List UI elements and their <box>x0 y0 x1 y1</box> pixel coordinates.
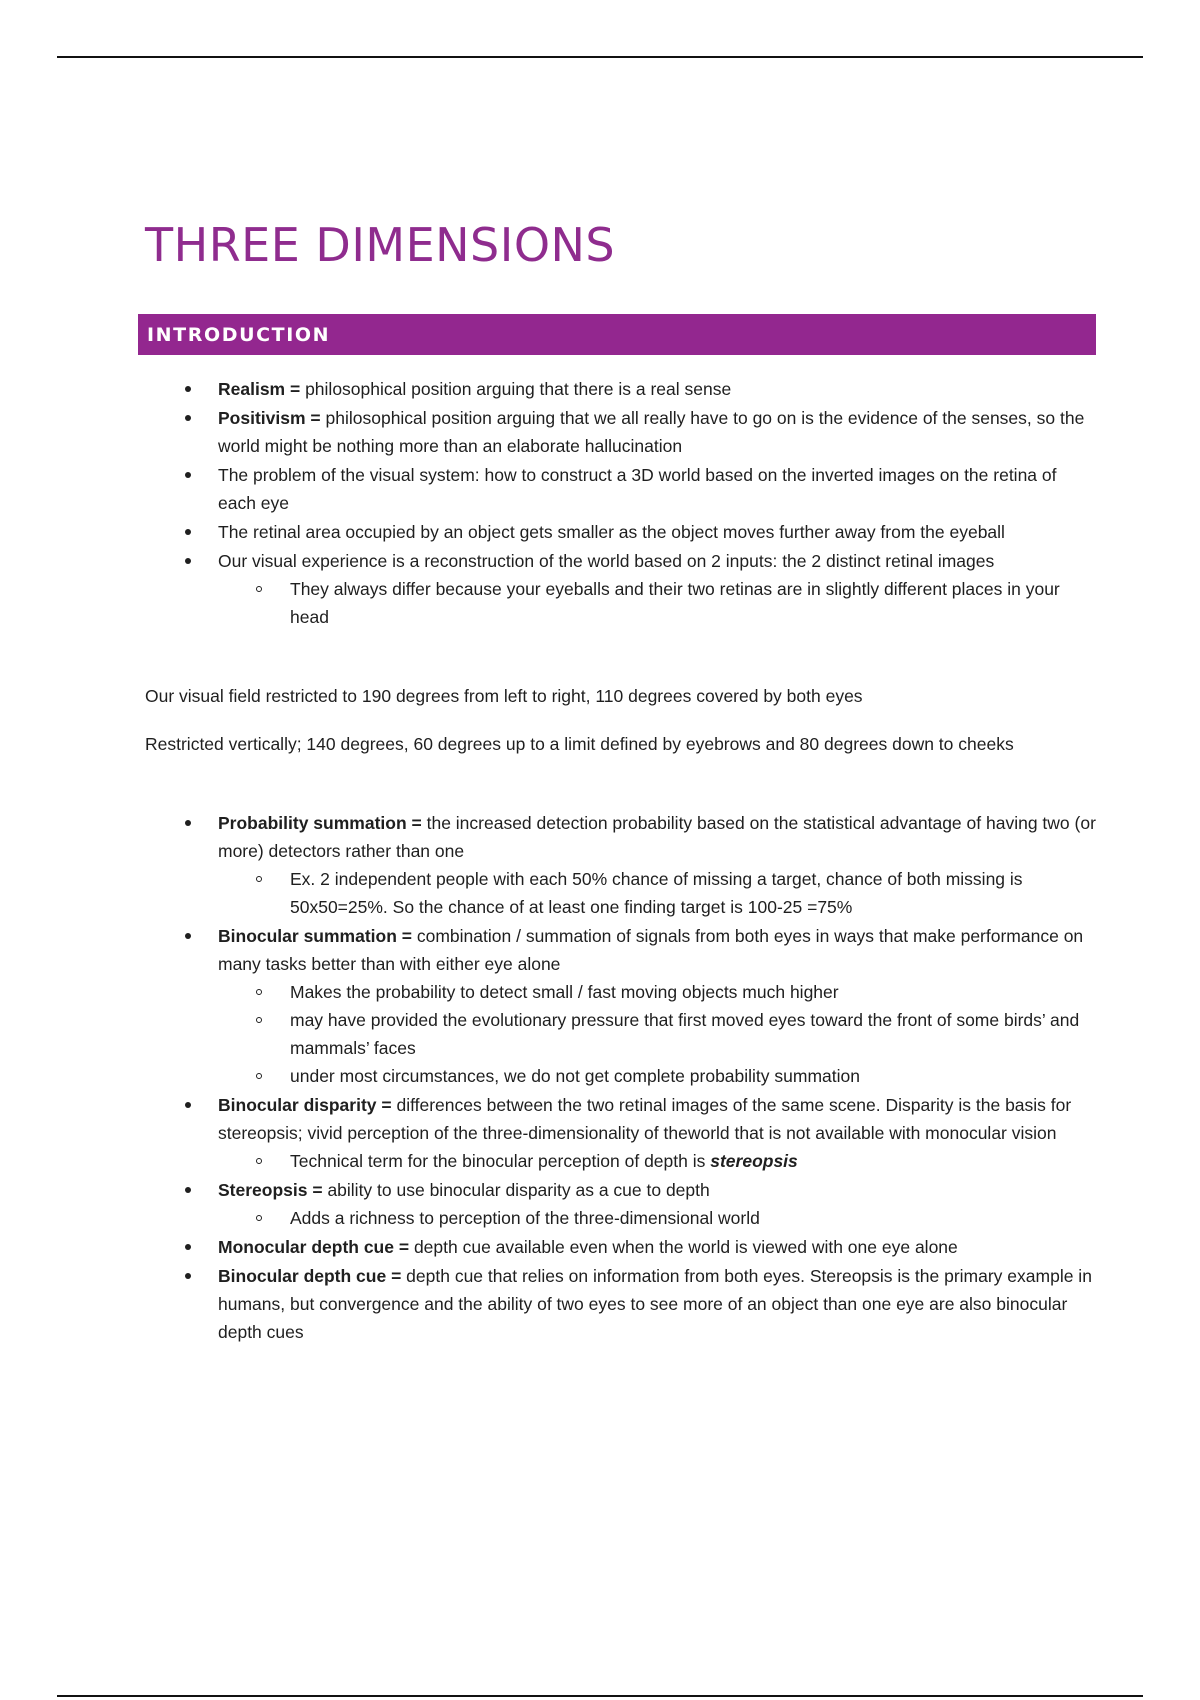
sub-list-item: Makes the probability to detect small / fast moving objects much higher <box>290 978 1098 1006</box>
term-label: Realism <box>218 379 286 399</box>
sub-list <box>218 978 1098 1090</box>
term-definition: depth cue that relies on information from both eyes. Stereopsis is the primary example in humans, but convergence and the ability of two eyes to see more of an object than one eye are also binocular depth cues <box>218 1266 1092 1342</box>
term-label: Probability summation <box>218 813 407 833</box>
intro-bullet-list <box>218 375 1098 632</box>
list-item-realism: Realism = philosophical position arguing that there is a real sense <box>218 375 1098 403</box>
term-label: Stereopsis <box>218 1180 308 1200</box>
term-label: Monocular depth cue <box>218 1237 394 1257</box>
term-label: Binocular summation <box>218 926 397 946</box>
term-definition: philosophical position arguing that there is a real sense <box>305 379 732 399</box>
list-item-visual-system-problem <box>218 461 1098 517</box>
sub-list <box>218 1147 1098 1175</box>
bottom-rule <box>57 1695 1143 1697</box>
sub-list-item: may have provided the evolutionary pressure that first moved eyes toward the front of some birds’ and mammals’ faces <box>290 1006 1098 1062</box>
list-item-text: The retinal area occupied by an object gets smaller as the object moves further away from the eyeball <box>218 522 1005 542</box>
term-definition: depth cue available even when the world is viewed with one eye alone <box>413 1237 958 1257</box>
sub-list-item: They always differ because your eyeballs and their two retinas are in slightly different places in your head <box>290 575 1098 631</box>
section-title: INTRODUCTION <box>147 323 331 346</box>
term-label: Positivism <box>218 408 306 428</box>
list-item-stereopsis: Stereopsis = ability to use binocular disparity as a cue to depth Adds a richness to perception of the three-dimensional world <box>218 1176 1098 1232</box>
list-item-binocular-disparity: Binocular disparity = differences between the two retinal images of the same scene. Disparity is the basis for stereopsis; vivid perception of the three-dimensionality of theworld that is not available with monocular vision Technical term for the binocular perception of depth is stereopsis <box>218 1091 1098 1175</box>
list-item-probability-summation: Probability summation = the increased detection probability based on the statistical advantage of having two (or more) detectors rather than one Ex. 2 independent people with each 50% chance of missing a target, chance of both missing is 50x50=25%. So the chance of at least one finding target is 100-25 =75% <box>218 809 1098 921</box>
term-label: Binocular depth cue <box>218 1266 387 1286</box>
sub-list <box>218 575 1098 631</box>
list-item-monocular-depth-cue: Monocular depth cue = depth cue available even when the world is viewed with one eye alone <box>218 1233 1098 1261</box>
list-item-text: Our visual experience is a reconstruction of the world based on 2 inputs: the 2 distinct retinal images <box>218 551 995 571</box>
paragraph-visual-field-vertical: Restricted vertically; 140 degrees, 60 degrees up to a limit defined by eyebrows and 80 degrees down to cheeks <box>145 734 1014 754</box>
term-definition: differences between the two retinal images of the same scene. Disparity is the basis for stereopsis; vivid perception of the three-dimensionality of theworld that is not available with monocular vision <box>218 1095 1072 1143</box>
list-item-binocular-summation: Binocular summation = combination / summation of signals from both eyes in ways that make performance on many tasks better than with either eye alone Makes the probability to detect small / fast moving objects much higher may have provided the evolutionary pressure that first moved eyes toward the front of some birds’ and mammals’ faces under most circumstances, we do not get complete probability summation <box>218 922 1098 1090</box>
sub-list-item: under most circumstances, we do not get complete probability summation <box>290 1062 1098 1090</box>
term-label: Binocular disparity <box>218 1095 377 1115</box>
list-item-retinal-area <box>218 518 1098 546</box>
term-definition: the increased detection probability based on the statistical advantage of having two (or more) detectors rather than one <box>218 813 1096 861</box>
list-item-binocular-depth-cue: Binocular depth cue = depth cue that relies on information from both eyes. Stereopsis is the primary example in humans, but convergence and the ability of two eyes to see more of an object than one eye are also binocular depth cues <box>218 1262 1098 1346</box>
term-definition: combination / summation of signals from both eyes in ways that make performance on many tasks better than with either eye alone <box>218 926 1084 974</box>
sub-list-item: Ex. 2 independent people with each 50% chance of missing a target, chance of both missing is 50x50=25%. So the chance of at least one finding target is 100-25 =75% <box>290 865 1098 921</box>
sub-list-item: Technical term for the binocular perception of depth is stereopsis <box>290 1147 1098 1175</box>
top-rule <box>57 56 1143 58</box>
page-title: THREE DIMENSIONS <box>145 218 616 272</box>
paragraph-visual-field-horizontal: Our visual field restricted to 190 degrees from left to right, 110 degrees covered by both eyes <box>145 686 863 706</box>
sub-list <box>218 1204 1098 1232</box>
list-item-text: The problem of the visual system: how to construct a 3D world based on the inverted images on the retina of each eye <box>218 465 1057 513</box>
terms-bullet-list <box>218 809 1098 1347</box>
emphasized-term: stereopsis <box>710 1151 798 1171</box>
term-definition: philosophical position arguing that we all really have to go on is the evidence of the senses, so the world might be nothing more than an elaborate hallucination <box>218 408 1085 456</box>
list-item-positivism: Positivism = philosophical position arguing that we all really have to go on is the evidence of the senses, so the world might be nothing more than an elaborate hallucination <box>218 404 1098 460</box>
sub-list-item: Adds a richness to perception of the three-dimensional world <box>290 1204 1098 1232</box>
section-header-bar <box>138 314 1096 355</box>
list-item-visual-experience <box>218 547 1098 631</box>
term-definition: ability to use binocular disparity as a cue to depth <box>327 1180 710 1200</box>
sub-list <box>218 865 1098 921</box>
